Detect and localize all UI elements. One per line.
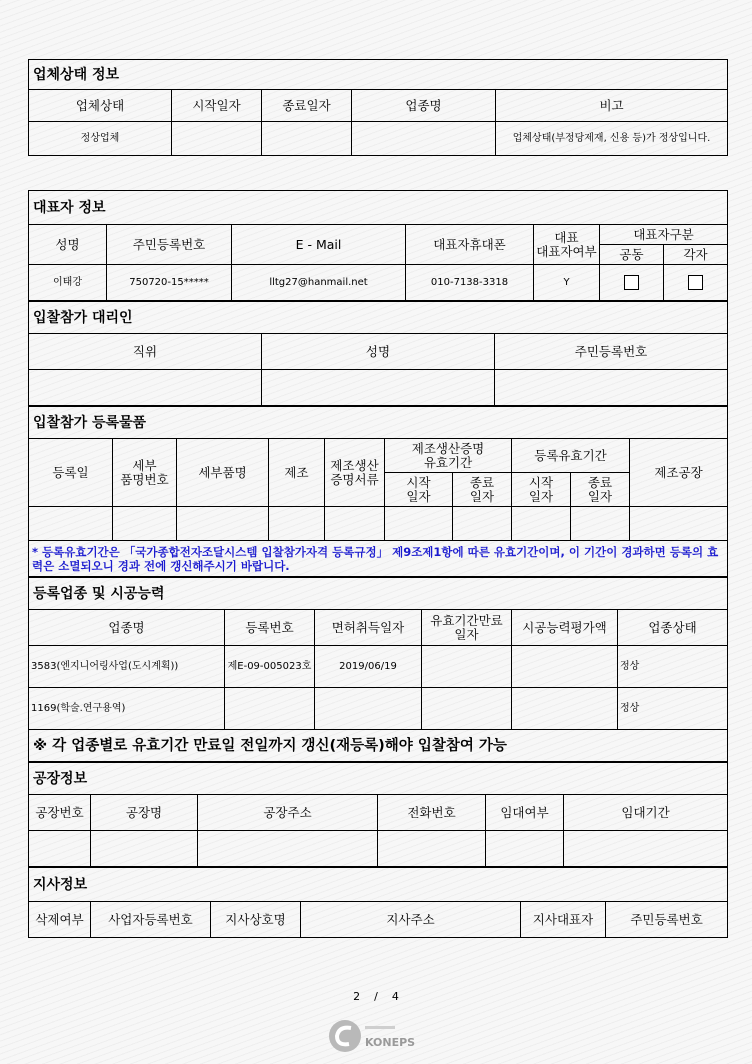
lic-status: 정상 bbox=[618, 688, 728, 730]
products-title: 입찰참가 등록물품 bbox=[29, 407, 728, 439]
rep-joint-cell bbox=[600, 265, 664, 301]
fac-empty bbox=[486, 831, 564, 867]
prod-empty bbox=[385, 507, 453, 541]
fac-empty bbox=[198, 831, 378, 867]
prod-col-detail-name: 세부품명 bbox=[177, 439, 269, 507]
page-indicator bbox=[0, 990, 752, 1003]
rep-each-cell bbox=[664, 265, 728, 301]
lic-reg-no: 제E-09-005023호 bbox=[225, 646, 315, 688]
agent-title: 입찰참가 대리인 bbox=[29, 302, 728, 334]
prod-empty bbox=[29, 507, 113, 541]
lic-status: 정상 bbox=[618, 646, 728, 688]
prod-col-proof-valid: 제조생산증명 유효기간 bbox=[385, 439, 512, 473]
rep-ssn: 750720-15***** bbox=[107, 265, 232, 301]
br-col-bizno: 사업자등록번호 bbox=[91, 902, 211, 938]
fac-col-address: 공장주소 bbox=[198, 795, 378, 831]
rep-col-type: 대표자구분 bbox=[600, 225, 728, 245]
prod-col-manufacture: 제조 bbox=[269, 439, 325, 507]
koneps-logo-icon bbox=[327, 1018, 427, 1054]
joint-checkbox[interactable] bbox=[624, 275, 639, 290]
rep-col-each: 각자 bbox=[664, 245, 728, 265]
agent-empty bbox=[495, 370, 728, 406]
note-value: 업체상태(부정당제재, 신용 등)가 정상입니다. bbox=[496, 122, 728, 156]
agent-col-name: 성명 bbox=[262, 334, 495, 370]
agent-empty bbox=[29, 370, 262, 406]
lic-name: 3583(엔지니어링사업(도시계획)) bbox=[29, 646, 225, 688]
col-industry: 업종명 bbox=[352, 90, 496, 122]
agent-col-position: 직위 bbox=[29, 334, 262, 370]
col-start-date: 시작일자 bbox=[172, 90, 262, 122]
prod-col-proof-end: 종료 일자 bbox=[453, 473, 512, 507]
prod-col-reg-start: 시작 일자 bbox=[512, 473, 571, 507]
rep-col-name: 성명 bbox=[29, 225, 107, 265]
rep-col-ssn: 주민등록번호 bbox=[107, 225, 232, 265]
company-status-title: 업체상태 정보 bbox=[29, 60, 728, 90]
rep-is-rep: Y bbox=[534, 265, 600, 301]
fac-col-lease-period: 임대기간 bbox=[564, 795, 728, 831]
prod-empty bbox=[177, 507, 269, 541]
lic-col-expiry: 유효기간만료 일자 bbox=[422, 610, 512, 646]
col-status: 업체상태 bbox=[29, 90, 172, 122]
logo-text: KONEPS bbox=[365, 1036, 416, 1049]
prod-col-reg-end: 종료 일자 bbox=[571, 473, 630, 507]
fac-col-no: 공장번호 bbox=[29, 795, 91, 831]
lic-expiry bbox=[422, 688, 512, 730]
status-value: 정상업체 bbox=[29, 122, 172, 156]
prod-col-proof-doc: 제조생산 증명서류 bbox=[325, 439, 385, 507]
factory-title: 공장정보 bbox=[29, 763, 728, 795]
end-value bbox=[262, 122, 352, 156]
rep-col-email: E - Mail bbox=[232, 225, 406, 265]
rep-email: lltg27@hanmail.net bbox=[232, 265, 406, 301]
page-total: 4 bbox=[391, 990, 399, 1003]
prod-col-factory: 제조공장 bbox=[630, 439, 728, 507]
prod-empty bbox=[512, 507, 571, 541]
prod-col-detail-no: 세부 품명번호 bbox=[113, 439, 177, 507]
branch-title: 지사정보 bbox=[29, 868, 728, 902]
agent-col-ssn: 주민등록번호 bbox=[495, 334, 728, 370]
rep-name: 이태강 bbox=[29, 265, 107, 301]
lic-acquired: 2019/06/19 bbox=[315, 646, 422, 688]
fac-empty bbox=[29, 831, 91, 867]
license-renewal-notice: ※ 각 업종별로 유효기간 만료일 전일까지 갱신(재등록)해야 입찰참여 가능 bbox=[29, 730, 728, 762]
col-note: 비고 bbox=[496, 90, 728, 122]
lic-col-amount: 시공능력평가액 bbox=[512, 610, 618, 646]
prod-empty bbox=[630, 507, 728, 541]
lic-reg-no bbox=[225, 688, 315, 730]
lic-amount bbox=[512, 646, 618, 688]
col-end-date: 종료일자 bbox=[262, 90, 352, 122]
licenses-title: 등록업종 및 시공능력 bbox=[29, 578, 728, 610]
industry-value bbox=[352, 122, 496, 156]
fac-col-lease: 임대여부 bbox=[486, 795, 564, 831]
license-row bbox=[29, 688, 728, 730]
main-section bbox=[28, 190, 727, 938]
lic-col-status: 업종상태 bbox=[618, 610, 728, 646]
lic-col-reg-no: 등록번호 bbox=[225, 610, 315, 646]
lic-col-name: 업종명 bbox=[29, 610, 225, 646]
lic-expiry bbox=[422, 646, 512, 688]
lic-amount bbox=[512, 688, 618, 730]
fac-empty bbox=[378, 831, 486, 867]
fac-col-phone: 전화번호 bbox=[378, 795, 486, 831]
company-status-section bbox=[28, 59, 727, 156]
fac-col-name: 공장명 bbox=[91, 795, 198, 831]
prod-empty bbox=[269, 507, 325, 541]
lic-col-acquired: 면허취득일자 bbox=[315, 610, 422, 646]
prod-empty bbox=[113, 507, 177, 541]
rep-col-joint: 공동 bbox=[600, 245, 664, 265]
each-checkbox[interactable] bbox=[688, 275, 703, 290]
lic-name: 1169(학술.연구용역) bbox=[29, 688, 225, 730]
prod-empty bbox=[453, 507, 512, 541]
rep-col-is-rep: 대표 대표자여부 bbox=[534, 225, 600, 265]
br-col-delete: 삭제여부 bbox=[29, 902, 91, 938]
koneps-logo bbox=[327, 1018, 427, 1054]
prod-col-reg-valid: 등록유효기간 bbox=[512, 439, 630, 473]
fac-empty bbox=[564, 831, 728, 867]
prod-col-proof-start: 시작 일자 bbox=[385, 473, 453, 507]
page-separator: / bbox=[374, 990, 378, 1003]
prod-col-reg-date: 등록일 bbox=[29, 439, 113, 507]
lic-acquired bbox=[315, 688, 422, 730]
prod-empty bbox=[571, 507, 630, 541]
license-row bbox=[29, 646, 728, 688]
start-value bbox=[172, 122, 262, 156]
page-current: 2 bbox=[353, 990, 361, 1003]
representative-title: 대표자 정보 bbox=[29, 191, 728, 225]
prod-empty bbox=[325, 507, 385, 541]
br-col-address: 지사주소 bbox=[301, 902, 521, 938]
agent-empty bbox=[262, 370, 495, 406]
br-col-ssn: 주민등록번호 bbox=[606, 902, 728, 938]
br-col-name: 지사상호명 bbox=[211, 902, 301, 938]
rep-col-mobile: 대표자휴대폰 bbox=[406, 225, 534, 265]
fac-empty bbox=[91, 831, 198, 867]
products-note: * 등록유효기간은 「국가종합전자조달시스템 입찰참가자격 등록규정」 제9조제1항에 따른 유효기간이며, 이 기간이 경과하면 등록의 효력은 소멸되오니 경과 전에 갱신해주시기 바랍니다. bbox=[29, 541, 728, 577]
rep-mobile: 010-7138-3318 bbox=[406, 265, 534, 301]
br-col-rep: 지사대표자 bbox=[521, 902, 606, 938]
